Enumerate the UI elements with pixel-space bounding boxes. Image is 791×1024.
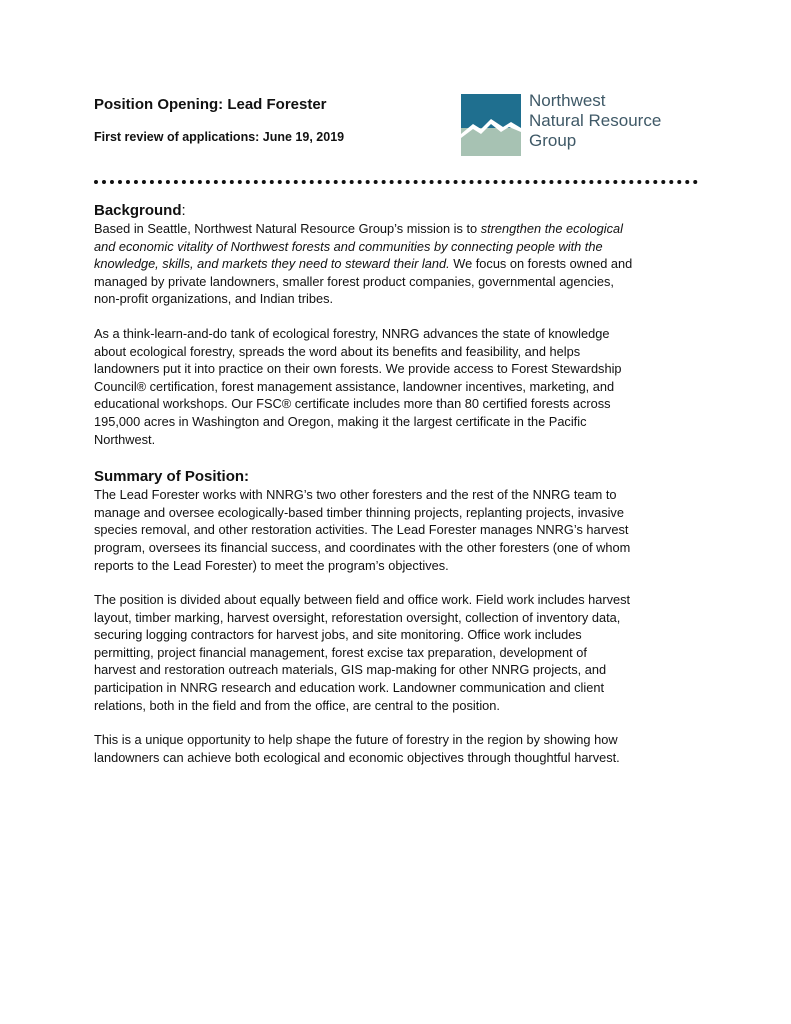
text-line: This is a unique opportunity to help shape the future of forestry in the region by showing how [94,732,618,748]
text-line: participation in NNRG research and education work. Landowner communication and client [94,680,605,696]
paragraph-gap [94,714,714,731]
text-line: non-profit organizations, and Indian tribes. [94,291,334,307]
text-line: managed by private landowners, smaller forest product companies, governmental agencies, [94,273,614,289]
text-line: about ecological forestry, spreads the word about its benefits and feasibility, and helps [94,343,581,359]
text-line: educational workshops. Our FSC® certificate includes more than 80 certified forests across [94,396,611,412]
summary-paragraph-1 [94,486,714,574]
summary-paragraph-2 [94,591,714,714]
logo-wordmark [529,91,661,151]
review-date: First review of applications: June 19, 2019 [94,130,345,144]
text-line: manage and oversee ecologically-based timber thinning projects, replanting projects, invasive [94,504,624,520]
text-line: species removal, and other restoration activities. The Lead Forester manages NNRG’s harvest [94,522,629,538]
mission-italic: knowledge, skills, and markets they need to steward their land. [94,256,450,272]
logo-line-2: Natural Resource [529,111,662,130]
background-paragraph-1 [94,220,714,308]
text-span: We focus on forests owned and [449,256,633,272]
nnrg-logo [461,91,701,156]
mountain-logo-icon [461,94,521,156]
logo-line-3: Group [529,131,577,150]
summary-paragraph-3 [94,731,714,766]
text-line [94,238,714,256]
text-line: harvest and restoration outreach materials, GIS map-making for other NNRG projects, and [94,662,607,678]
header [94,96,434,144]
dotted-divider [94,180,698,184]
text-line [94,255,714,273]
text-line: program, oversees its financial success, and coordinates with the other foresters (one of whom [94,539,631,555]
text-line: relations, both in the field and from the office, are central to the position. [94,697,500,713]
text-line: securing logging contractors for harvest jobs, and site monitoring. Office work includes [94,627,582,643]
paragraph-gap [94,308,714,325]
text-line: landowners can achieve both ecological and economic objectives through thoughtful harvest. [94,749,620,765]
text-line: The Lead Forester works with NNRG’s two other foresters and the rest of the NNRG team to [94,487,617,503]
text-line [94,220,714,238]
mission-italic: strengthen the ecological [480,221,623,236]
text-line: Council® certification, forest management assistance, landowner incentives, marketing, and [94,378,615,394]
background-paragraph-2 [94,325,714,448]
text-line: layout, timber marking, harvest oversight, reforestation oversight, collection of inventory data, [94,609,621,625]
background-heading [94,202,714,220]
text-line: As a think-learn-and-do tank of ecological forestry, NNRG advances the state of knowledge [94,325,610,341]
mission-italic: and economic vitality of Northwest forests and communities by connecting people with the [94,238,603,254]
page-title: Position Opening: Lead Forester [94,96,327,113]
text-span: Based in Seattle, Northwest Natural Resource Group’s mission is to [94,221,481,236]
text-line: reports to the Lead Forester) to meet the program’s objectives. [94,557,449,573]
text-line: The position is divided about equally between field and office work. Field work includes harvest [94,592,631,608]
text-line: Northwest. [94,431,156,447]
text-line: 195,000 acres in Washington and Oregon, making it the largest certificate in the Pacific [94,413,587,429]
section-gap [94,448,714,468]
background-heading-text: Background [94,202,182,219]
paragraph-gap [94,574,714,591]
summary-heading: Summary of Position: [94,468,250,486]
content [94,202,714,766]
background-heading-colon: : [181,202,186,219]
text-line: permitting, project financial management, forest excise tax preparation, development of [94,644,587,660]
text-line: landowners put it into practice on their own forests. We provide access to Forest Stewardship [94,361,622,377]
logo-line-1: Northwest [529,91,606,110]
